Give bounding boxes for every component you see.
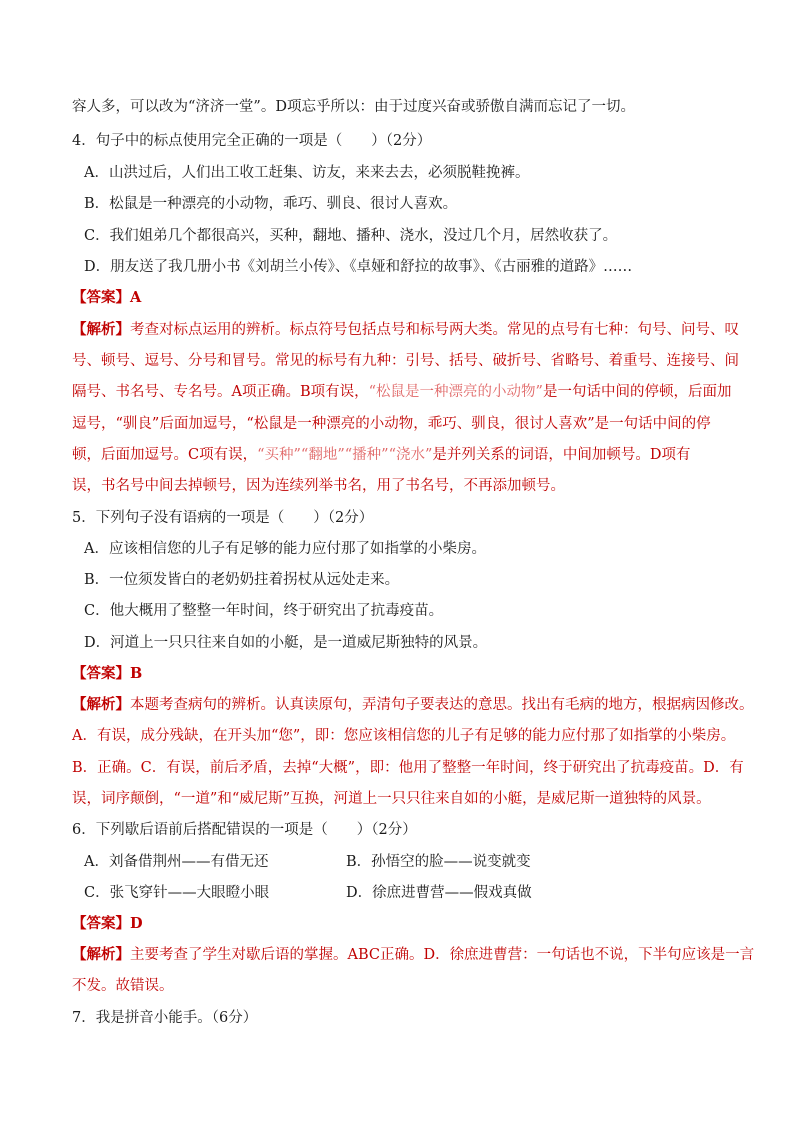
question-6-stem: 6．下列歇后语前后搭配错误的一项是（ ）（2分） [72, 822, 417, 838]
question-4-option-c: C．我们姐弟几个都很高兴，买种，翻地、播种、浇水，没过几个月，居然收获了。 [84, 228, 618, 244]
analysis-text: 是并列关系的词语，中间加顿号。D项有 [432, 447, 691, 463]
question-6-analysis-line [72, 945, 755, 965]
question-4-analysis-line: 逗号，“驯良”后面加逗号，“松鼠是一种漂亮的小动物，乖巧、驯良，很讨人喜欢”是一句话中间的停 [72, 416, 711, 432]
answer-value: A [130, 289, 142, 306]
analysis-text: 主要考查了学生对歇后语的掌握。ABC正确。D．徐庶进曹营：一句话也不说，下半句应该是一言 [130, 947, 755, 963]
question-4-analysis-line: 误，书名号中间去掉顿号，因为连续列举书名，用了书名号，不再添加顿号。 [72, 478, 565, 494]
question-6-answer [72, 914, 732, 934]
paragraph-line: 容人多，可以改为“济济一堂”。D项忘乎所以：由于过度兴奋或骄傲自满而忘记了一切。 [72, 99, 635, 115]
question-5-answer [72, 664, 732, 684]
question-4-answer [72, 288, 732, 308]
analysis-text: 考查对标点运用的辨析。标点符号包括点号和标号两大类。常见的点号有七种：句号、问号、叹 [130, 322, 739, 338]
analysis-tag: 【解析】 [72, 321, 130, 338]
answer-tag: 【答案】 [72, 665, 130, 682]
question-6-analysis-line: 不发。故错误。 [72, 978, 174, 994]
question-5-analysis-line: A．有误，成分残缺，在开头加“您”，即：您应该相信您的儿子有足够的能力应付那了如指掌的小柴房。 [72, 728, 736, 744]
question-4-option-d: D．朋友送了我几册小书《刘胡兰小传》、《卓娅和舒拉的故事》、《古丽雅的道路》…… [84, 259, 633, 275]
question-4-option-a: A．山洪过后，人们出工收工赶集、访友，来来去去，必须脱鞋挽裤。 [84, 165, 530, 181]
analysis-tag: 【解析】 [72, 946, 130, 963]
analysis-tag: 【解析】 [72, 696, 130, 713]
question-4-analysis-line: 号、顿号、逗号、分号和冒号。常见的标号有九种：引号、括号、破折号、省略号、着重号、连接号、间 [72, 353, 739, 369]
question-7-stem: 7．我是拼音小能手。（6分） [72, 1010, 258, 1026]
analysis-text: 隔号、书名号、专名号。A项正确。B项有误， [72, 384, 369, 400]
question-6-option-b: B．孙悟空的脸——说变就变 [346, 854, 531, 870]
question-4-analysis-line [72, 382, 732, 402]
question-5-option-d: D．河道上一只只往来自如的小艇，是一道威尼斯独特的风景。 [84, 635, 488, 651]
analysis-highlight: “松鼠是一种漂亮的小动物” [368, 384, 543, 400]
question-5-option-a: A．应该相信您的儿子有足够的能力应付那了如指掌的小柴房。 [84, 541, 486, 557]
analysis-text: 顿，后面加逗号。C项有误， [72, 447, 258, 463]
question-5-stem: 5．下列句子没有语病的一项是（ ）（2分） [72, 510, 374, 526]
answer-tag: 【答案】 [72, 289, 130, 306]
question-4-analysis-line [72, 445, 732, 465]
question-5-option-c: C．他大概用了整整一年时间，终于研究出了抗毒疫苗。 [84, 603, 444, 619]
question-6-option-d: D．徐庶进曹营——假戏真做 [346, 885, 532, 901]
analysis-text: 本题考查病句的辨析。认真读原句，弄清句子要表达的意思。找出有毛病的地方，根据病因修改。 [130, 697, 754, 713]
question-4-stem: 4．句子中的标点使用完全正确的一项是（ ）（2分） [72, 133, 432, 149]
question-5-analysis-line: 误，词序颠倒，“一道”和“威尼斯”互换，河道上一只只往来自如的小艇，是威尼斯一道独特的风景。 [72, 791, 711, 807]
analysis-text: 是一句话中间的停顿，后面加 [542, 384, 732, 400]
question-6-option-c: C．张飞穿针——大眼瞪小眼 [84, 885, 270, 901]
answer-value: D [130, 915, 143, 932]
answer-tag: 【答案】 [72, 915, 130, 932]
question-5-option-b: B．一位须发皆白的老奶奶拄着拐杖从远处走来。 [84, 572, 400, 588]
question-4-analysis-line [72, 320, 739, 340]
answer-value: B [130, 665, 143, 682]
question-6-option-a: A．刘备借荆州——有借无还 [84, 854, 269, 870]
question-5-analysis-line [72, 695, 754, 715]
analysis-highlight: “买种”“翻地”“播种”“浇水” [257, 447, 433, 463]
question-5-analysis-line: B．正确。C．有误，前后矛盾，去掉“大概”，即：他用了整整一年时间，终于研究出了抗毒疫苗。D．有 [72, 760, 744, 776]
question-4-option-b: B．松鼠是一种漂亮的小动物，乖巧、驯良、很讨人喜欢。 [84, 196, 458, 212]
